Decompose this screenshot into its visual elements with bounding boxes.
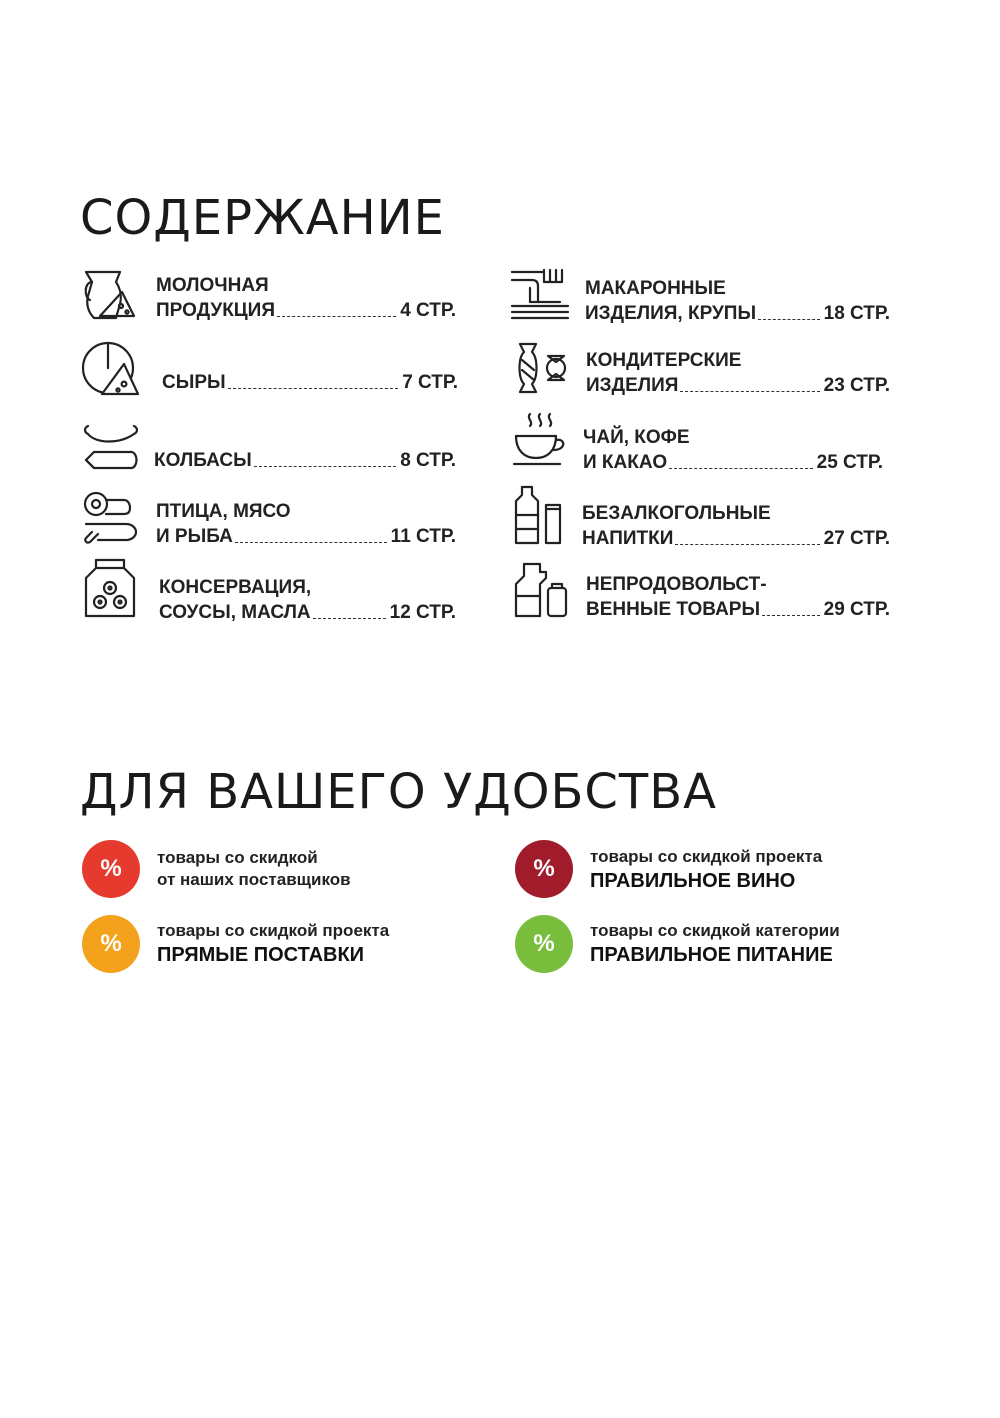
pasta-fork-icon	[510, 268, 572, 330]
dot-leader	[277, 316, 396, 317]
page-number: 4 СТР.	[400, 300, 456, 321]
toc-entry-preserves[interactable]: КОНСЕРВАЦИЯ, СОУСЫ, МАСЛА 12 СТР.	[80, 558, 460, 620]
page-number: 25 СТР.	[816, 452, 883, 473]
preserves-jar-icon	[80, 558, 142, 620]
dot-leader	[675, 544, 819, 545]
tea-cup-icon	[510, 410, 572, 472]
sausage-icon	[80, 418, 142, 480]
dot-leader	[235, 542, 387, 543]
toc-title: СОДЕРЖАНИЕ	[80, 190, 445, 246]
page-number: 29 СТР.	[823, 599, 890, 620]
page-number: 11 СТР.	[390, 526, 456, 547]
legend-direct-supply-discount: % товары со скидкой проекта ПРЯМЫЕ ПОСТАВКИ	[82, 915, 462, 975]
toc-entry-tea-coffee[interactable]: ЧАЙ, КОФЕ И КАКАО 25 СТР.	[510, 410, 890, 472]
page-number: 27 СТР.	[823, 528, 890, 549]
page-number: 18 СТР.	[823, 303, 890, 324]
toc-entry-poultry[interactable]: ПТИЦА, МЯСО И РЫБА 11 СТР.	[80, 490, 460, 552]
percent-badge-icon: %	[515, 840, 573, 898]
convenience-title: ДЛЯ ВАШЕГО УДОБСТВА	[80, 764, 717, 820]
legend-supplier-discount: % товары со скидкой от наших поставщиков	[82, 840, 462, 900]
dot-leader	[762, 615, 820, 616]
toc-entry-cheese[interactable]: СЫРЫ 7 СТР.	[80, 340, 460, 402]
cheese-icon	[80, 340, 142, 402]
dot-leader	[254, 466, 396, 467]
page-number: 23 СТР.	[823, 375, 890, 396]
dot-leader	[669, 468, 813, 469]
legend-healthy-food-discount: % товары со скидкой категории ПРАВИЛЬНОЕ ПИТАНИЕ	[515, 915, 895, 975]
toc-entry-dairy[interactable]: МОЛОЧНАЯ ПРОДУКЦИЯ 4 СТР.	[80, 268, 460, 330]
toc-entry-pasta[interactable]: МАКАРОННЫЕ ИЗДЕЛИЯ, КРУПЫ 18 СТР.	[510, 268, 890, 330]
dot-leader	[680, 391, 819, 392]
page-number: 7 СТР.	[402, 372, 458, 393]
candy-icon	[510, 340, 572, 402]
legend-wine-discount: % товары со скидкой проекта ПРАВИЛЬНОЕ ВИНО	[515, 840, 895, 900]
percent-badge-icon: %	[82, 840, 140, 898]
dot-leader	[758, 319, 820, 320]
page-number: 8 СТР.	[400, 450, 456, 471]
percent-badge-icon: %	[82, 915, 140, 973]
toc-entry-soft-drinks[interactable]: БЕЗАЛКОГОЛЬНЫЕ НАПИТКИ 27 СТР.	[510, 485, 890, 547]
page-number: 12 СТР.	[389, 602, 456, 623]
toc-entry-confectionery[interactable]: КОНДИТЕРСКИЕ ИЗДЕЛИЯ 23 СТР.	[510, 340, 890, 402]
milk-jug-icon	[80, 268, 142, 330]
toc-entry-sausage[interactable]: КОЛБАСЫ 8 СТР.	[80, 418, 460, 480]
dot-leader	[228, 388, 399, 389]
percent-badge-icon: %	[515, 915, 573, 973]
dot-leader	[313, 618, 386, 619]
poultry-meat-icon	[80, 490, 142, 552]
household-goods-icon	[510, 558, 572, 620]
toc-entry-non-food[interactable]: НЕПРОДОВОЛЬСТ- ВЕННЫЕ ТОВАРЫ 29 СТР.	[510, 558, 890, 620]
bottles-icon	[510, 485, 572, 547]
